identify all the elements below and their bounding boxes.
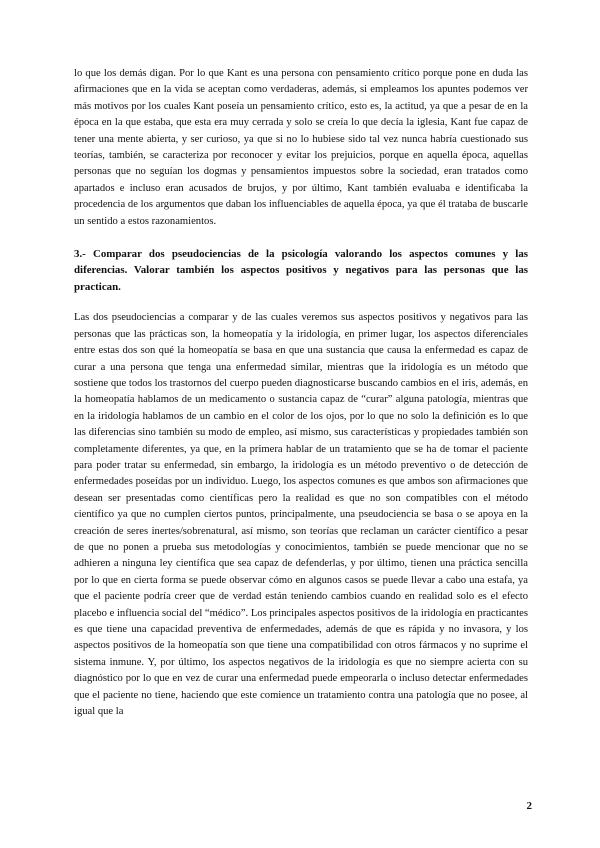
page-content xyxy=(74,66,528,720)
section-heading: 3.- Comparar dos pseudociencias de la psicología valorando los aspectos comunes y las diferencias. Valorar también los aspectos positivos y negativos para las personas que las practican. xyxy=(74,248,528,293)
paragraph-pseudociencias: Las dos pseudociencias a comparar y de las cuales veremos sus aspectos positivos y negativos para las personas que las prácticas son, la homeopatía y la iridología, en primer lugar, los aspectos diferenciales entre estas dos son qué la homeopatía se basa en que una sustancia que causa la enfermedad es capaz de curar a una persona que tenga una enfermedad similar, mientras que la iridología es un método que sostiene que todos los trastornos del cuerpo pueden diagnosticarse buscando cambios en el iris, además, en la homeopatía hablamos de un medicamento o sustancia capaz de “curar” alguna patología, mientras que en la iridología hablamos de un cambio en el color de los ojos, por lo que no solo la definición es lo que las diferencias sino también su modo de empleo, así mismo, sus características y propiedades también son completamente diferentes, ya que, en la primera hablar de un tratamiento que se ha de tomar el paciente para poder tratar su enfermedad, sin embargo, la iridología es un método preventivo o de detección de enfermedades poseídas por un individuo. Luego, los aspectos comunes es que ambos son afirmaciones que desean ser presentadas como científicas pero la realidad es que no son compatibles con el método científico ya que no cumplen ciertos puntos, principalmente, una pseudociencia se basa o se apoya en la creación de seres inertes/sobrenatural, así mismo, son teorías que reclaman un carácter científico a pesar de que no ponen a prueba sus metodologías y conocimientos, también se puede mencionar que no se adhieren a ninguna ley científica que sea capaz de defenderlas, y por último, tienen una práctica sencilla por lo que en cierta forma se puede observar cómo en algunos casos se puede llevar a cabo una estafa, ya que el paciente podría creer que de verdad están teniendo cambios cuando en realidad solo es el efecto placebo e influencia social del “médico”. Los principales aspectos positivos de la iridología en practicantes es que tiene una capacidad preventiva de enfermedades, además de que es rápida y no invasora, y los aspectos positivos de la homeopatía son que tiene una compatibilidad con otros fármacos y no suprime el sistema inmune. Y, por último, los aspectos negativos de la iridología es que no siempre acierta con su diagnóstico por lo que en vez de curar una enfermedad puede empeorarla o incluso detectar enfermedades que el paciente no tiene, haciendo que este comience un tratamiento contra una patología que no posee, al igual que la xyxy=(74,312,528,718)
paragraph-kant: lo que los demás digan. Por lo que Kant es una persona con pensamiento crítico porque pone en duda las afirmaciones que en la vida se aceptan como verdaderas, además, si empleamos los apuntes podemos ver más motivos por los cuales Kant poseía un pensamiento crítico, esto es, la actitud, ya que a pesar de en la época en la que estaba, que esta era muy cerrada y solo se creía lo que decía la iglesia, Kant fue capaz de tener una mente abierta, y ser curioso, ya que si no lo hubiese sido tal vez nunca habría cuestionado sus teorías, también, se caracteriza por reconocer y evitar los prejuicios, porque en aquella época, aquellas personas que no seguían los dogmas y pensamientos impuestos sobre la sociedad, eran tratados como apartados e incluso eran acusados de brujos, y por último, Kant también evaluaba e identificaba la procedencia de los argumentos que daban los influenciables de aquella época, ya que él trataba de buscarle un sentido a estos razonamientos. xyxy=(74,68,528,227)
page-number: 2 xyxy=(526,800,532,812)
